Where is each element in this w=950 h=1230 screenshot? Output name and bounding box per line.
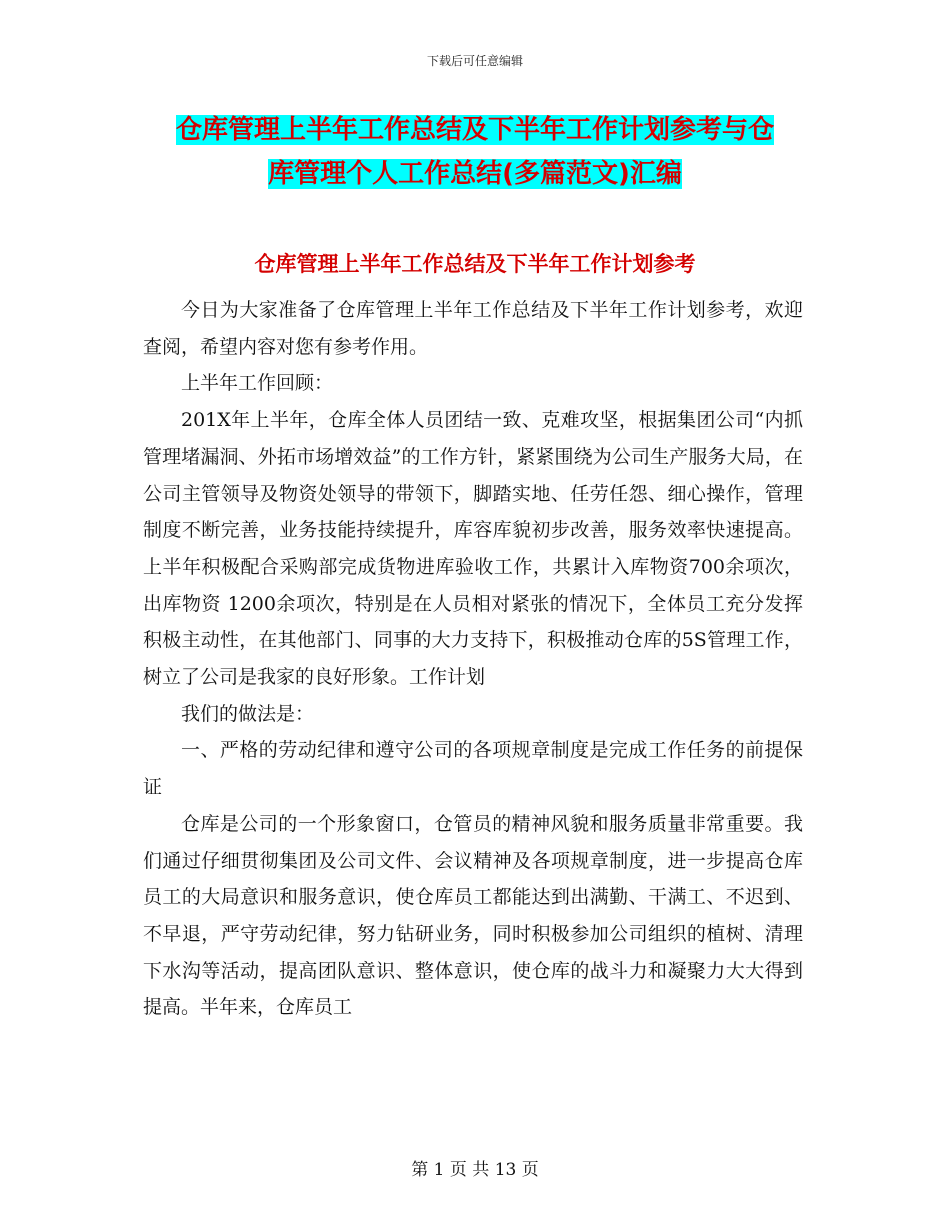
paragraph-point-1: 一、严格的劳动纪律和遵守公司的各项规章制度是完成工作任务的前提保证: [143, 739, 803, 799]
paragraph-intro: 今日为大家准备了仓库管理上半年工作总结及下半年工作计划参考，欢迎查阅，希望内容对您有参考作用。: [143, 299, 803, 358]
section-title: 仓库管理上半年工作总结及下半年工作计划参考: [254, 252, 696, 276]
paragraph-review-heading: 上半年工作回顾：: [181, 372, 334, 395]
page-footer: 第 1 页 共 13 页: [411, 1160, 539, 1180]
body-text: [143, 292, 803, 1026]
paragraph-review: 201X年上半年，仓库全体人员团结一致、克难攻坚，根据集团公司“内抓管理堵漏洞、外拓市场增效益”的工作方针，紧紧围绕为公司生产服务大局，在公司主管领导及物资处领导的带领下，脚踏实地、任劳任怨、细心操作，管理制度不断完善，业务技能持续提升，库容库貌初步改善，服务效率快速提高。上半年积极配合采购部完成货物进库验收工作，共累计入库物资700余项次，出库物资 1200余项次，特别是在人员相对紧张的情况下，全体员工充分发挥积极主动性，在其他部门、同事的大力支持下，积极推动仓库的5S管理工作，树立了公司是我家的良好形象。工作计划: [143, 409, 803, 689]
header-note: 下载后可任意编辑: [426, 54, 523, 68]
document-title: [0, 108, 950, 196]
document-title-line-1: 仓库管理上半年工作总结及下半年工作计划参考与仓: [175, 115, 774, 145]
document-title-line-2: 库管理个人工作总结(多篇范文)汇编: [268, 159, 682, 189]
paragraph-method-heading: 我们的做法是：: [181, 702, 315, 725]
paragraph-point-1-body: 仓库是公司的一个形象窗口，仓管员的精神风貌和服务质量非常重要。我们通过仔细贯彻集团及公司文件、会议精神及各项规章制度，进一步提高仓库员工的大局意识和服务意识，使仓库员工都能达到出满勤、干满工、不迟到、不早退，严守劳动纪律，努力钻研业务，同时积极参加公司组织的植树、清理下水沟等活动，提高团队意识、整体意识，使仓库的战斗力和凝聚力大大得到提高。半年来，仓库员工: [143, 812, 803, 1019]
